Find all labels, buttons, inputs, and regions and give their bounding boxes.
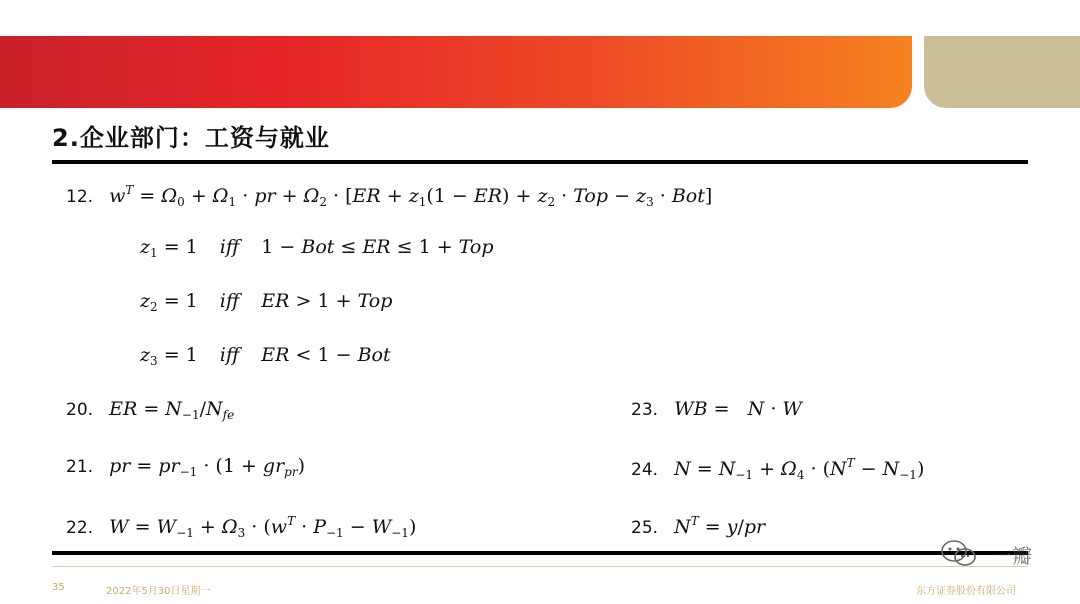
equation-number: 12. — [66, 187, 94, 207]
title-divider — [52, 160, 1028, 164]
equation-20: 20. ER = $N_{-1}/N_{fe}$ — [66, 398, 235, 422]
footer-company: 东方证券股份有限公司 — [916, 586, 1016, 597]
condition-z1: $z_1 = 1$ iff 1 − Bot ≤ ER ≤ 1 + Top — [140, 236, 494, 260]
header-banner-accent — [924, 36, 1080, 108]
equation-number: 25. — [631, 518, 659, 538]
equation-number: 24. — [631, 460, 659, 480]
slide-title: 2.企业部门：工资与就业 — [52, 124, 330, 152]
equation-number: 23. — [631, 400, 659, 420]
equation-12: 12. $w^T = \Omega_0 + \Omega_1$ · pr + $\Omega_2 \cdot [ER + z_1(1 - ER) + z_2$ · Top − $z_3 \cdot Bot$] — [66, 183, 713, 209]
equation-number: 20. — [66, 400, 94, 420]
equation-22: 22. $W = W_{-1} + \Omega_3 \cdot (w^T \cdot P_{-1} - W_{-1})$ — [66, 514, 417, 540]
header-banner — [0, 36, 912, 108]
equation-21: 21. pr = $pr_{-1} \cdot (1 + gr_{pr})$ — [66, 455, 306, 479]
equation-23: 23. WB = N · W — [631, 398, 802, 420]
equation-24: 24. $N = N_{-1} + \Omega_4 \cdot (N^T - N_{-1})$ — [631, 456, 925, 482]
page-number: 35 — [52, 582, 65, 593]
equation-number: 22. — [66, 518, 94, 538]
watermark-text: 一瓣 — [992, 544, 1032, 568]
footer-date: 2022年5月30日星期一 — [106, 586, 211, 597]
equation-number: 21. — [66, 457, 94, 477]
condition-z2: $z_2 = 1$ iff ER > 1 + Top — [140, 290, 393, 314]
footer-divider — [52, 566, 1028, 567]
bottom-divider — [52, 551, 1028, 555]
condition-z3: $z_3 = 1$ iff ER < 1 − Bot — [140, 344, 391, 368]
equation-25: 25. $N^T = y/pr$ — [631, 514, 766, 538]
